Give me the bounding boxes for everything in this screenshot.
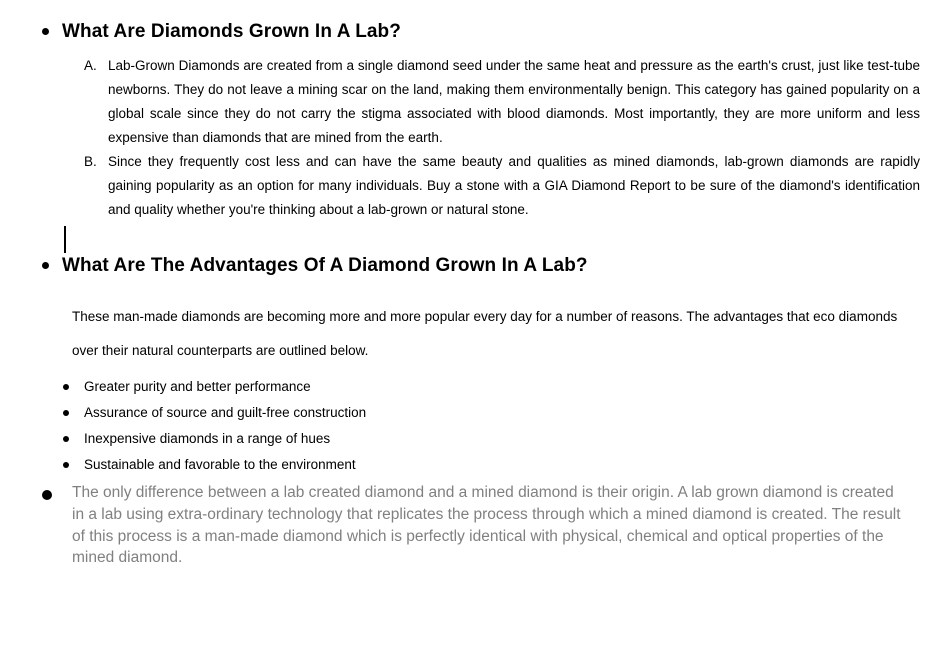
bullet-icon: [63, 462, 69, 468]
list-item[interactable]: [58, 426, 898, 452]
section-heading[interactable]: What Are Diamonds Grown In A Lab?: [62, 21, 401, 42]
list-item-b-text[interactable]: Since they frequently cost less and can have the same beauty and qualities as mined diamonds, lab-grown diamonds are rapidly gaining popularity as an option for many individuals. Buy a stone with a GIA Diamond Report to be sure of the diamond's identification and quality whether you're thinking about a lab-grown or natural stone.: [108, 154, 920, 217]
list-item-a-text[interactable]: Lab-Grown Diamonds are created from a single diamond seed under the same heat and pressure as the earth's crust, just like test-tube newborns. They do not leave a mining scar on the land, making them environmentally benign. This category has gained popularity on a global scale since they do not carry the stigma associated with blood diamonds. Most importantly, they are more uniform and less expensive than diamonds that are mined from the earth.: [108, 58, 920, 145]
advantage-text: Greater purity and better performance: [84, 379, 311, 394]
heading-row-what-are-lab-diamonds: [42, 18, 401, 45]
bullet-icon: [42, 490, 52, 500]
lettered-list: [84, 54, 920, 222]
bullet-icon: [63, 436, 69, 442]
list-item[interactable]: [58, 452, 898, 478]
section-heading[interactable]: What Are The Advantages Of A Diamond Grown In A Lab?: [62, 255, 588, 276]
list-marker-a: A.: [84, 58, 97, 73]
list-item-a: [84, 54, 920, 150]
advantage-text: Assurance of source and guilt-free construction: [84, 405, 367, 420]
bullet-icon: [63, 410, 69, 416]
bullet-icon: [63, 384, 69, 390]
intro-paragraph[interactable]: These man-made diamonds are becoming more and more popular every day for a number of reasons. The advantages that eco diamonds over their natural counterparts are outlined below.: [72, 309, 898, 358]
note-paragraph[interactable]: The only difference between a lab created diamond and a mined diamond is their origin. A lab grown diamond is created in a lab using extra-ordinary technology that replicates the process through which a mined diamond is created. The result of this process is a man-made diamond which is perfectly identical with physical, chemical and optical properties of the mined diamond.: [72, 484, 901, 567]
list-item[interactable]: [58, 374, 898, 400]
list-item-b: [84, 150, 920, 222]
list-item[interactable]: [58, 400, 898, 426]
bullet-icon: [42, 262, 49, 269]
text-cursor: [64, 226, 66, 253]
advantages-list: [58, 374, 898, 478]
advantage-text: Inexpensive diamonds in a range of hues: [84, 431, 331, 446]
list-marker-b: B.: [84, 154, 97, 169]
heading-row-advantages: [42, 252, 588, 279]
bullet-icon: [42, 28, 49, 35]
advantage-text: Sustainable and favorable to the environment: [84, 457, 356, 472]
